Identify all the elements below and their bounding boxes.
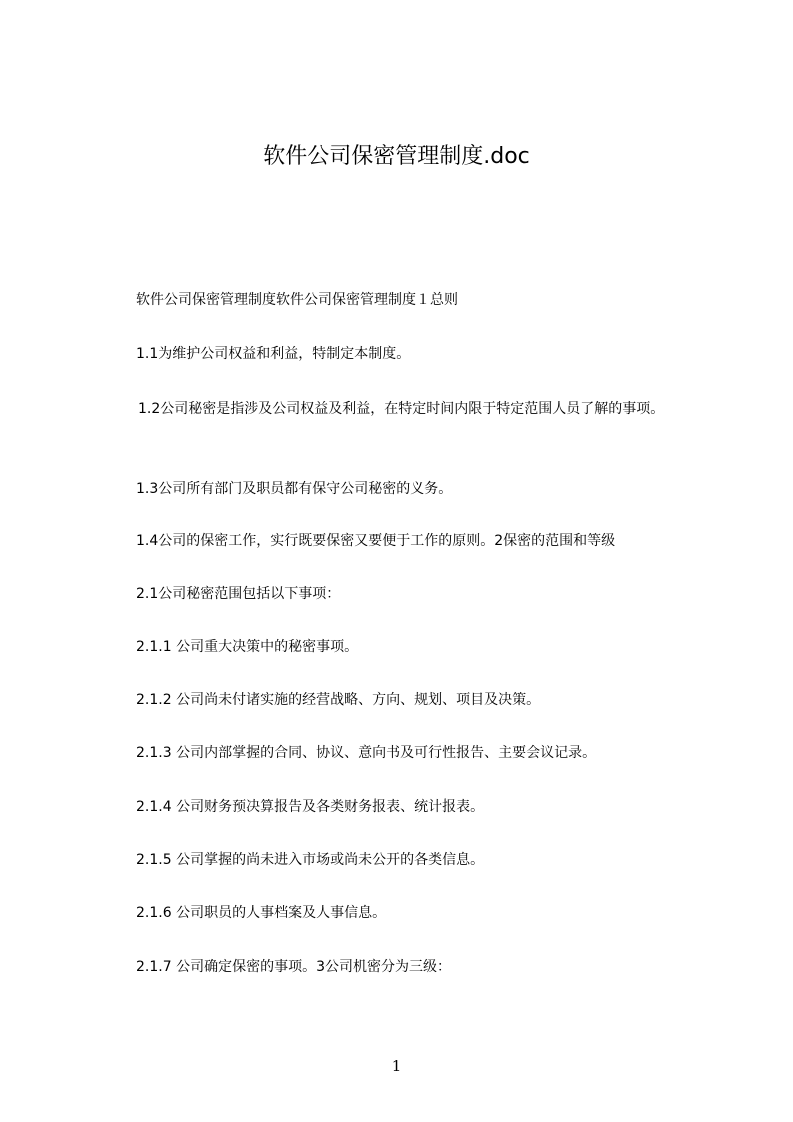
paragraph-1-1: 1.1为维护公司权益和利益，特制定本制度。: [136, 346, 411, 362]
paragraph-1-4: 1.4公司的保密工作，实行既要保密又要便于工作的原则。2保密的范围和等级: [136, 533, 616, 549]
paragraph-1-3: 1.3公司所有部门及职员都有保守公司秘密的义务。: [136, 481, 453, 497]
paragraph-2-1-5: 2.1.5 公司掌握的尚未进入市场或尚未公开的各类信息。: [136, 852, 485, 868]
document-title: 软件公司保密管理制度.doc: [263, 144, 530, 169]
paragraph-2-1: 2.1公司秘密范围包括以下事项：: [136, 586, 341, 602]
paragraph-2-1-7: 2.1.7 公司确定保密的事项。3公司机密分为三级：: [136, 959, 451, 975]
paragraph-2-1-6: 2.1.6 公司职员的人事档案及人事信息。: [136, 905, 387, 921]
paragraph-intro: 软件公司保密管理制度软件公司保密管理制度１总则: [136, 292, 458, 308]
paragraph-2-1-4: 2.1.4 公司财务预决算报告及各类财务报表、统计报表。: [136, 799, 485, 815]
paragraph-2-1-1: 2.1.1 公司重大决策中的秘密事项。: [136, 639, 359, 655]
paragraph-2-1-3: 2.1.3 公司内部掌握的合同、协议、意向书及可行性报告、主要会议记录。: [136, 745, 597, 761]
page-number: 1: [391, 1057, 402, 1075]
paragraph-2-1-2: 2.1.2 公司尚未付诸实施的经营战略、方向、规划、项目及决策。: [136, 692, 541, 708]
paragraph-1-2: 1.2公司秘密是指涉及公司权益及利益，在特定时间内限于特定范围人员了解的事项。: [138, 401, 665, 417]
